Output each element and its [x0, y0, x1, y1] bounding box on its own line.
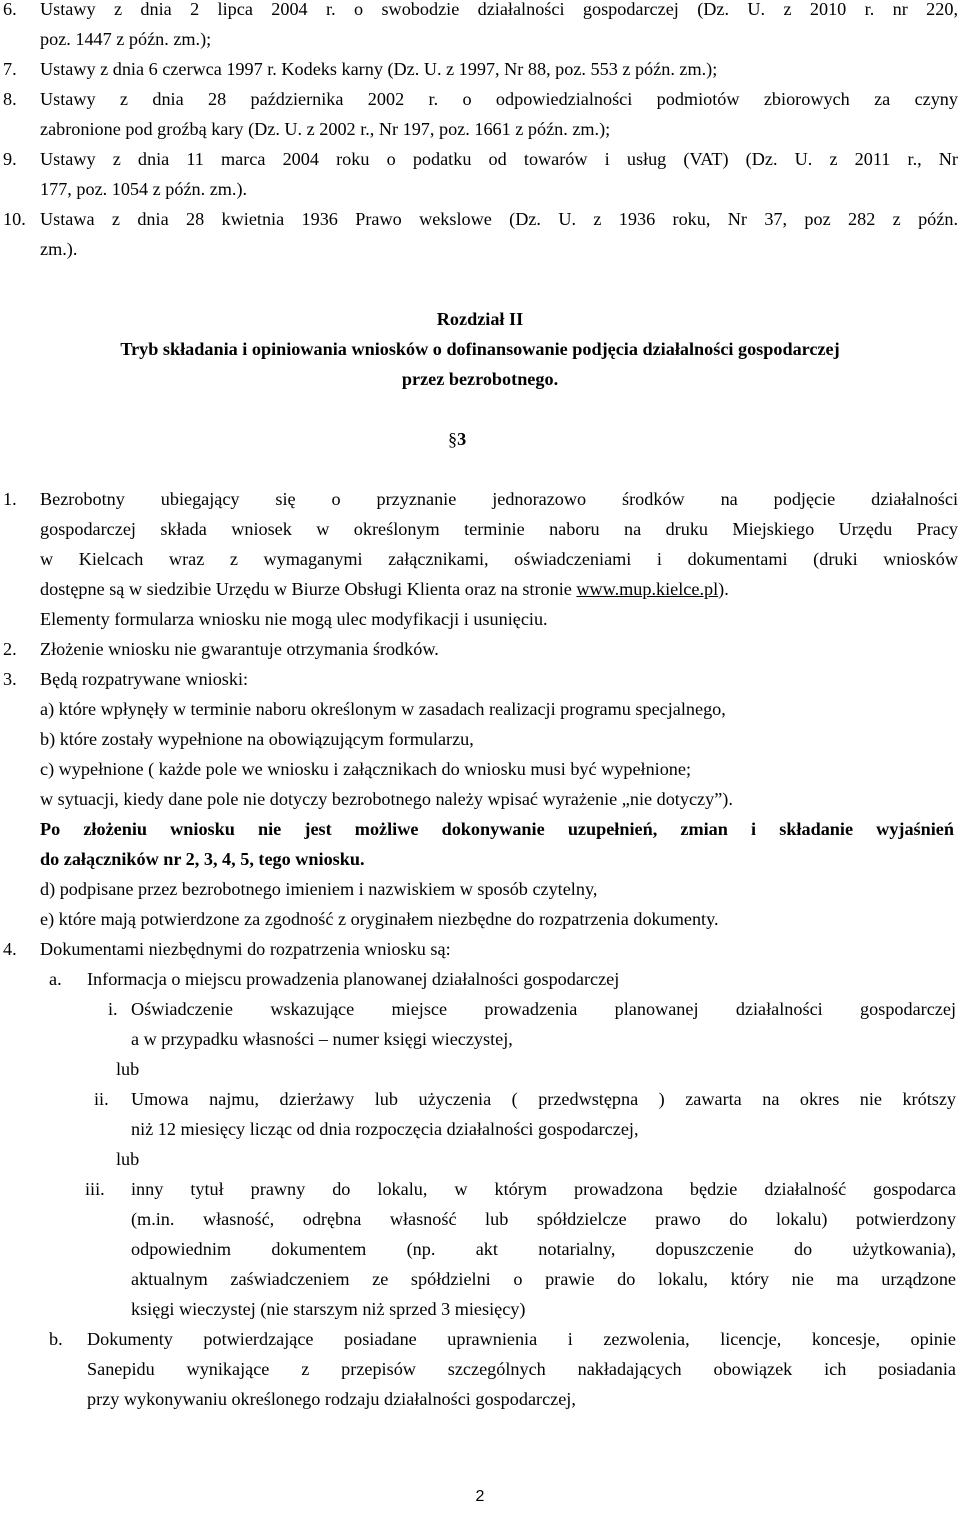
item-b-num: b.	[49, 1329, 63, 1349]
list-item-6-line2: poz. 1447 z późn. zm.);	[40, 29, 212, 49]
item-iii-line4: aktualnym zaświadczeniem ze spółdzielni o prawie do lokalu, który nie ma urządzone	[131, 1269, 956, 1289]
list-item-9-line1: Ustawy z dnia 11 marca 2004 roku o podatku od towarów i usług (VAT) (Dz. U. z 2011 r., Nr	[40, 149, 958, 169]
lub-1: lub	[116, 1059, 140, 1079]
item-b-line2: Sanepidu wynikające z przepisów szczególnych nakładających obowiązek ich posiadania	[87, 1359, 956, 1379]
item-b-line1: Dokumenty potwierdzające posiadane uprawnienia i zezwolenia, licencje, koncesje, opinie	[87, 1329, 956, 1349]
point-3-a: a) które wpłynęły w terminie naboru określonym w zasadach realizacji programu specjalnego,	[40, 699, 726, 719]
page-number: 2	[475, 1488, 485, 1505]
point-1-line4-text: dostępne są w siedzibie Urzędu w Biurze Obsługi Klienta oraz na stronie	[40, 579, 577, 599]
item-iii-num: iii.	[85, 1179, 105, 1199]
point-1-line5: Elementy formularza wniosku nie mogą ulec modyfikacji i usunięciu.	[40, 609, 548, 629]
list-item-6-line1: Ustawy z dnia 2 lipca 2004 r. o swobodzie działalności gospodarczej (Dz. U. z 2010 r. nr 220,	[40, 0, 958, 19]
list-item-9-line2: 177, poz. 1054 z późn. zm.).	[40, 179, 248, 199]
point-3-text: Będą rozpatrywane wnioski:	[40, 669, 249, 689]
item-ii-num: ii.	[94, 1089, 109, 1109]
point-1-num: 1.	[3, 489, 17, 509]
point-4-text: Dokumentami niezbędnymi do rozpatrzenia wniosku są:	[40, 939, 451, 959]
point-3-bold-line1: Po złożeniu wniosku nie jest możliwe dokonywanie uzupełnień, zmian i składanie wyjaśnień	[40, 819, 954, 839]
lub-2: lub	[116, 1149, 140, 1169]
item-iii-line3: odpowiednim dokumentem (np. akt notarialny, dopuszczenie do użytkowania),	[131, 1239, 956, 1259]
point-1-line4	[40, 574, 729, 604]
item-a-text: Informacja o miejscu prowadzenia planowanej działalności gospodarczej	[87, 969, 620, 989]
list-item-8-line2: zabronione pod groźbą kary (Dz. U. z 2002 r., Nr 197, poz. 1661 z późn. zm.);	[40, 119, 611, 139]
item-b-line3: przy wykonywaniu określonego rodzaju działalności gospodarczej,	[87, 1389, 576, 1409]
point-1-line3: w Kielcach wraz z wymaganymi załącznikami, oświadczeniami i dokumentami (druki wniosków	[40, 549, 958, 569]
item-iii-line1: inny tytuł prawny do lokalu, w którym prowadzona będzie działalność gospodarca	[131, 1179, 956, 1199]
item-a-num: a.	[49, 969, 62, 989]
item-i-line2: a w przypadku własności – numer księgi wieczystej,	[131, 1029, 513, 1049]
list-item-10-line2: zm.).	[40, 239, 78, 259]
list-item-10-line1: Ustawa z dnia 28 kwietnia 1936 Prawo wekslowe (Dz. U. z 1936 roku, Nr 37, poz 282 z późn.	[40, 209, 958, 229]
list-num-8: 8.	[3, 89, 17, 109]
list-num-10: 10.	[3, 209, 26, 229]
list-num-9: 9.	[3, 149, 17, 169]
item-i-line1: Oświadczenie wskazujące miejsce prowadzenia planowanej działalności gospodarczej	[131, 999, 956, 1019]
point-2-text: Złożenie wniosku nie gwarantuje otrzymania środków.	[40, 639, 439, 659]
point-2-num: 2.	[3, 639, 17, 659]
point-1-line4-end: ).	[718, 579, 729, 599]
list-num-6: 6.	[3, 0, 17, 19]
point-3-bold-line2: do załączników nr 2, 3, 4, 5, tego wniosku.	[40, 849, 365, 869]
point-4-num: 4.	[3, 939, 17, 959]
point-3-num: 3.	[3, 669, 17, 689]
list-item-8-line1: Ustawy z dnia 28 października 2002 r. o odpowiedzialności podmiotów zbiorowych za czyny	[40, 89, 958, 109]
item-iii-line2: (m.in. własność, odrębna własność lub spółdzielcze prawo do lokalu) potwierdzony	[131, 1209, 956, 1229]
list-num-7: 7.	[3, 59, 17, 79]
chapter-subtitle-line2: przez bezrobotnego.	[401, 369, 559, 389]
website-link[interactable]: www.mup.kielce.pl	[576, 579, 719, 599]
item-iii-line5: księgi wieczystej (nie starszym niż sprzed 3 miesięcy)	[131, 1299, 526, 1319]
point-3-e: e) które mają potwierdzone za zgodność z oryginałem niezbędne do rozpatrzenia dokumenty.	[40, 909, 719, 929]
section-number: §3	[448, 429, 467, 449]
item-ii-line1: Umowa najmu, dzierżawy lub użyczenia ( przedwstępna ) zawarta na okres nie krótszy	[131, 1089, 956, 1109]
point-1-line2: gospodarczej składa wniosek w określonym terminie naboru na druku Miejskiego Urzędu Pracy	[40, 519, 958, 539]
list-item-7-line1: Ustawy z dnia 6 czerwca 1997 r. Kodeks karny (Dz. U. z 1997, Nr 88, poz. 553 z późn. zm.);	[40, 59, 718, 79]
chapter-subtitle-line1: Tryb składania i opiniowania wniosków o dofinansowanie podjęcia działalności gospodarczej	[120, 339, 840, 359]
section-number-value: 3	[457, 429, 467, 449]
point-3-b: b) które zostały wypełnione na obowiązującym formularzu,	[40, 729, 474, 749]
chapter-title: Rozdział II	[436, 309, 524, 329]
point-3-d: d) podpisane przez bezrobotnego imieniem i nazwiskiem w sposób czytelny,	[40, 879, 598, 899]
item-i-num: i.	[108, 999, 118, 1019]
point-1-line1: Bezrobotny ubiegający się o przyznanie jednorazowo środków na podjęcie działalności	[40, 489, 958, 509]
point-3-c-line1: c) wypełnione ( każde pole we wniosku i załącznikach do wniosku musi być wypełnione;	[40, 759, 692, 779]
item-ii-line2: niż 12 miesięcy licząc od dnia rozpoczęcia działalności gospodarczej,	[131, 1119, 639, 1139]
point-3-c-line2: w sytuacji, kiedy dane pole nie dotyczy bezrobotnego należy wpisać wyrażenie „nie dotyczy”).	[40, 789, 733, 809]
